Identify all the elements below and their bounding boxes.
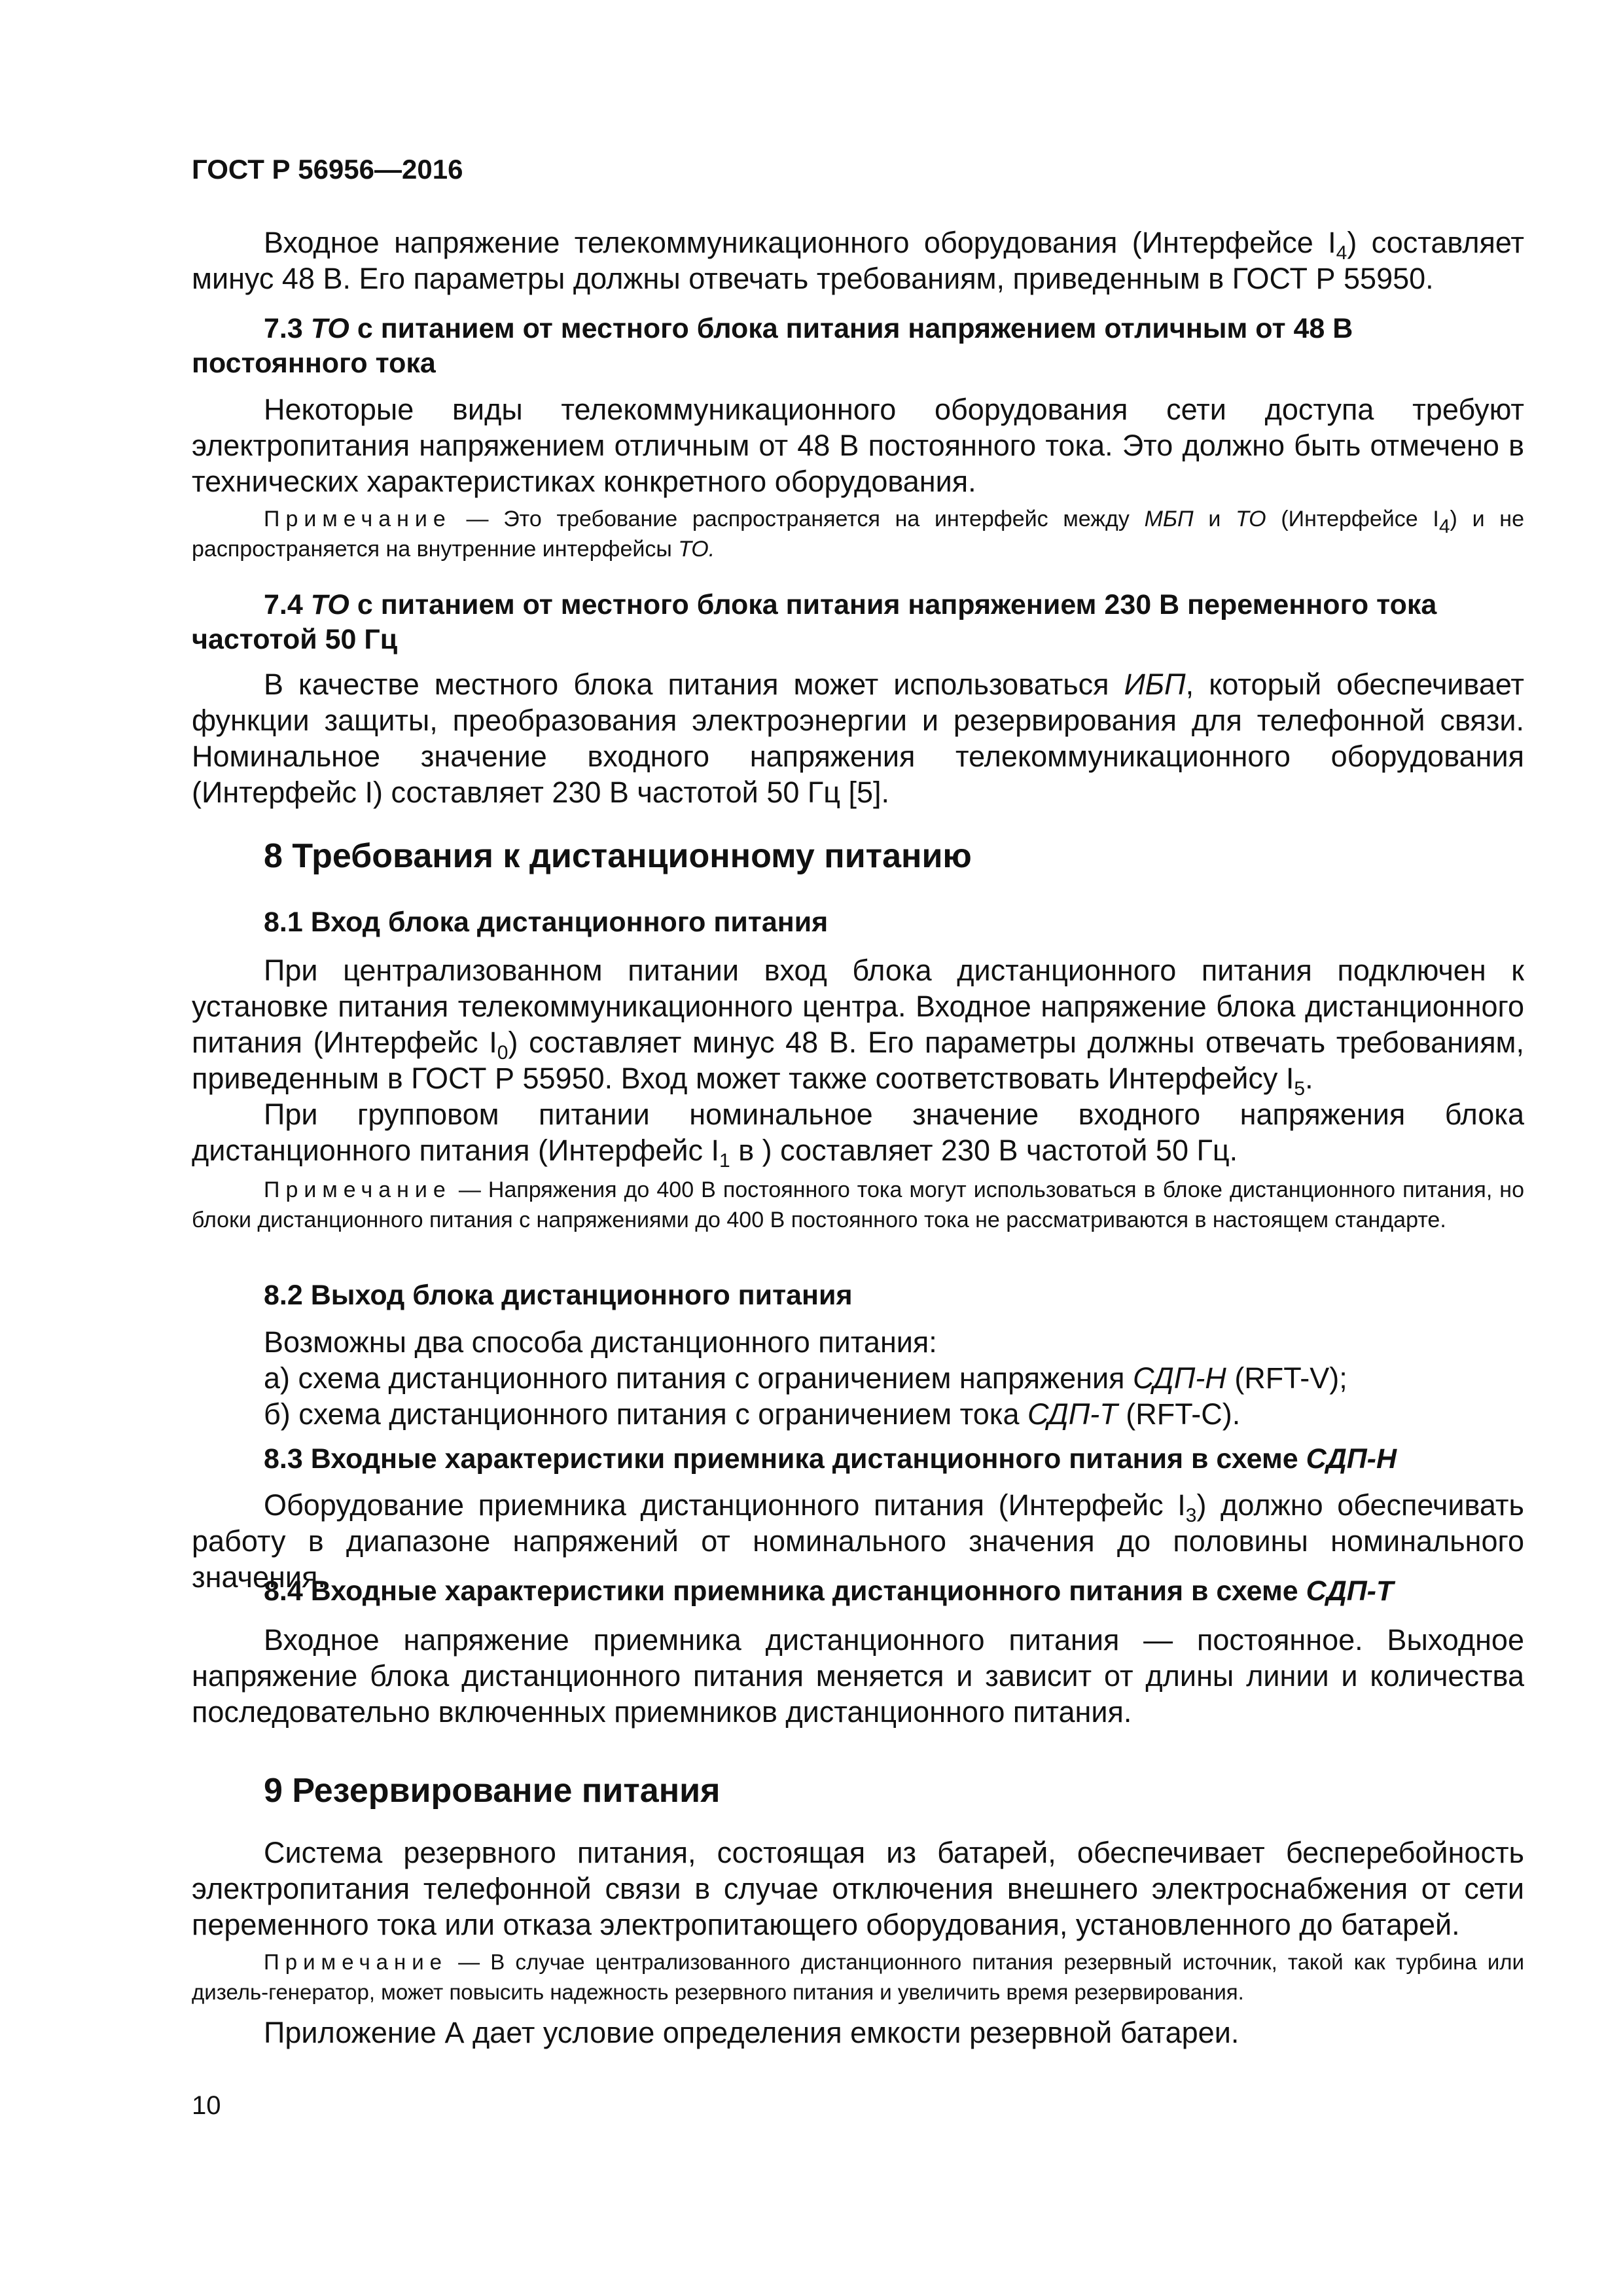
note-label: Примечание [264, 1177, 452, 1202]
section-9-paragraph: Система резервного питания, состоящая из батарей, обеспечивает бесперебойность электропитания телефонной связи в случае отключения внешнего электроснабжения от сети переменного тока или отказа электропитающего оборудования, установленного до батарей. [192, 1836, 1524, 1941]
list-item: а) схема дистанционного питания с ограничением напряжения СДП-Н (RFT-V); [264, 1361, 1347, 1395]
page-number: 10 [192, 2091, 221, 2120]
section-8-4-heading: 8.4 Входные характеристики приемника дистанционного питания в схеме СДП-Т [264, 1575, 1394, 1607]
section-8-2-list: Возможны два способа дистанционного питания: а) схема дистанционного питания с ограничением напряжения СДП-Н (RFT-V); б) схема дистанционного питания с ограничением тока СДП-Т (RFT-C). [192, 1324, 1524, 1432]
section-8-1-heading: 8.1 Вход блока дистанционного питания [264, 906, 829, 938]
section-8-heading: 8 Требования к дистанционному питанию [264, 837, 972, 875]
page-number-block [192, 2088, 1524, 2124]
section-9-heading: 9 Резервирование питания [264, 1772, 721, 1810]
document-header [192, 152, 1524, 187]
section-8-2-heading: 8.2 Выход блока дистанционного питания [264, 1280, 853, 1311]
note-label: Примечание [264, 1950, 448, 1974]
section-7-4-heading: 7.4 ТО с питанием от местного блока питания напряжением 230 В переменного тока частотой 50 Гц [192, 589, 1437, 655]
section-8-1-note: Примечание — Напряжения до 400 В постоянного тока могут использоваться в блоке дистанционного питания, но блоки дистанционного питания с напряжениями до 400 В постоянного тока не рассматриваются в настоящем стандарте. [192, 1177, 1524, 1232]
section-7-3-paragraph: Некоторые виды телекоммуникационного оборудования сети доступа требуют электропитания напряжением отличным от 48 В постоянного тока. Это должно быть отмечено в технических характеристиках конкретного оборудования. [192, 393, 1524, 498]
intro-paragraph: Входное напряжение телекоммуникационного оборудования (Интерфейсе $I_4$) составляет минус 48 В. Его параметры должны отвечать требованиям, приведенным в ГОСТ Р 55950. [192, 226, 1524, 295]
section-8-3-heading: 8.3 Входные характеристики приемника дистанционного питания в схеме СДП-Н [264, 1443, 1397, 1475]
section-7-3-heading: 7.3 ТО с питанием от местного блока питания напряжением отличным от 48 В постоянного тока [192, 313, 1353, 379]
section-9-note: Примечание — В случае централизованного дистанционного питания резервный источник, такой как турбина или дизель-генератор, может повысить надежность резервного питания и увеличить время резервирования. [192, 1950, 1524, 2004]
note-label: Примечание [264, 507, 452, 531]
section-8-1-paragraph-2: При групповом питании номинальное значение входного напряжения блока дистанционного питания (Интерфейс $I_1$ в ) составляет 230 В частотой 50 Гц. [192, 1098, 1524, 1172]
section-8-4-paragraph: Входное напряжение приемника дистанционного питания — постоянное. Выходное напряжение блока дистанционного питания меняется и зависит от длины линии и количества последовательно включенных приемников дистанционного питания. [192, 1623, 1524, 1729]
section-7-3-note: Примечание — Это требование распространяется на интерфейс между МБП и ТО (Интерфейсе $I_4$) и не распространяется на внутренние интерфейсы ТО. [192, 507, 1524, 562]
section-8-3-paragraph: Оборудование приемника дистанционного питания (Интерфейс $I_3$) должно обеспечивать работу в диапазоне напряжений от номинального значения до половины номинального значения. [192, 1488, 1524, 1594]
section-8-1-paragraph-1: При централизованном питании вход блока дистанционного питания подключен к установке питания телекоммуникационного центра. Входное напряжение блока дистанционного питания (Интерфейс $I_0$) составляет минус 48 В. Его параметры должны отвечать требованиям, приведенным в ГОСТ Р 55950. Вход может также соответствовать Интерфейсу $I_5$. [192, 954, 1524, 1100]
list-item: б) схема дистанционного питания с ограничением тока СДП-Т (RFT-C). [264, 1397, 1241, 1431]
section-9-closing: Приложение А дает условие определения емкости резервной батареи. [264, 2016, 1240, 2049]
section-7-4-paragraph: В качестве местного блока питания может использоваться ИБП, который обеспечивает функции защиты, преобразования электроэнергии и резервирования для телефонной связи. Номинальное значение входного напряжения телекоммуникационного оборудования (Интерфейс I) составляет 230 В частотой 50 Гц [5]. [192, 668, 1524, 809]
doc-code: ГОСТ Р 56956—2016 [192, 154, 463, 185]
